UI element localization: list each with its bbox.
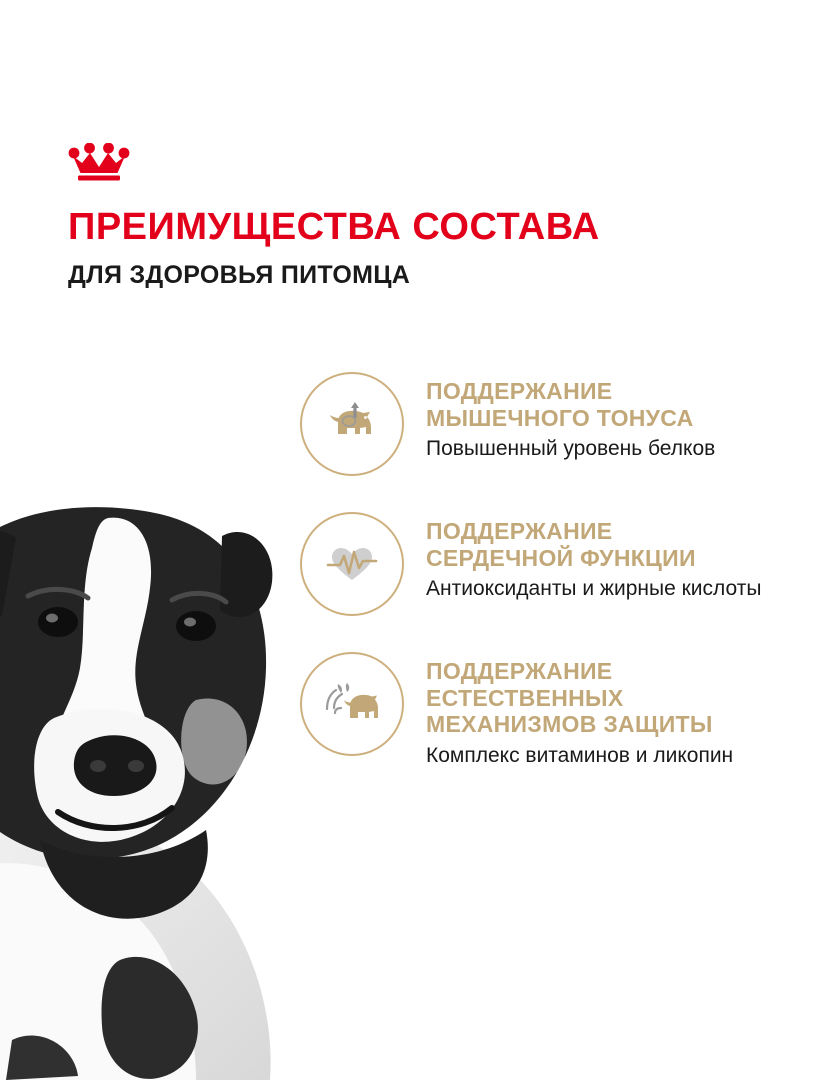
benefit-item-heart-function [300, 512, 830, 616]
royal-crown-icon [68, 143, 130, 185]
benefit-title-line-3: МЕХАНИЗМОВ ЗАЩИТЫ [426, 711, 713, 738]
dog-immune-shield-icon [300, 652, 404, 756]
benefit-text [426, 652, 830, 769]
dog-photo [0, 400, 310, 1080]
benefit-description: Комплекс витаминов и ликопин [426, 744, 734, 768]
heart-pulse-icon [300, 512, 404, 616]
benefit-title-line-1: ПОДДЕРЖАНИЕ [426, 378, 613, 404]
benefit-title-line-2: ЕСТЕСТВЕННЫХ [426, 684, 624, 711]
benefit-item-muscle-tone [300, 372, 830, 476]
benefit-item-natural-defences [300, 652, 830, 769]
benefit-title-line-2: СЕРДЕЧНОЙ ФУНКЦИИ [426, 544, 696, 571]
benefit-description: Повышенный уровень белков [426, 437, 716, 461]
benefit-title [426, 518, 830, 571]
benefit-title-line-1: ПОДДЕРЖАНИЕ [426, 518, 613, 544]
page-title: ПРЕИМУЩЕСТВА СОСТАВА [68, 206, 600, 248]
dog-muscle-tone-icon [300, 372, 404, 476]
benefit-description: Антиоксиданты и жирные кислоты [426, 577, 762, 601]
benefits-list [300, 372, 830, 769]
benefit-title-line-1: ПОДДЕРЖАНИЕ [426, 658, 613, 684]
benefit-text [426, 512, 830, 602]
benefit-title-line-2: МЫШЕЧНОГО ТОНУСА [426, 404, 694, 431]
benefit-title [426, 658, 830, 738]
page-subtitle: ДЛЯ ЗДОРОВЬЯ ПИТОМЦА [68, 261, 411, 290]
benefit-text [426, 372, 830, 462]
benefit-title [426, 378, 830, 431]
page-title-block [68, 207, 768, 290]
